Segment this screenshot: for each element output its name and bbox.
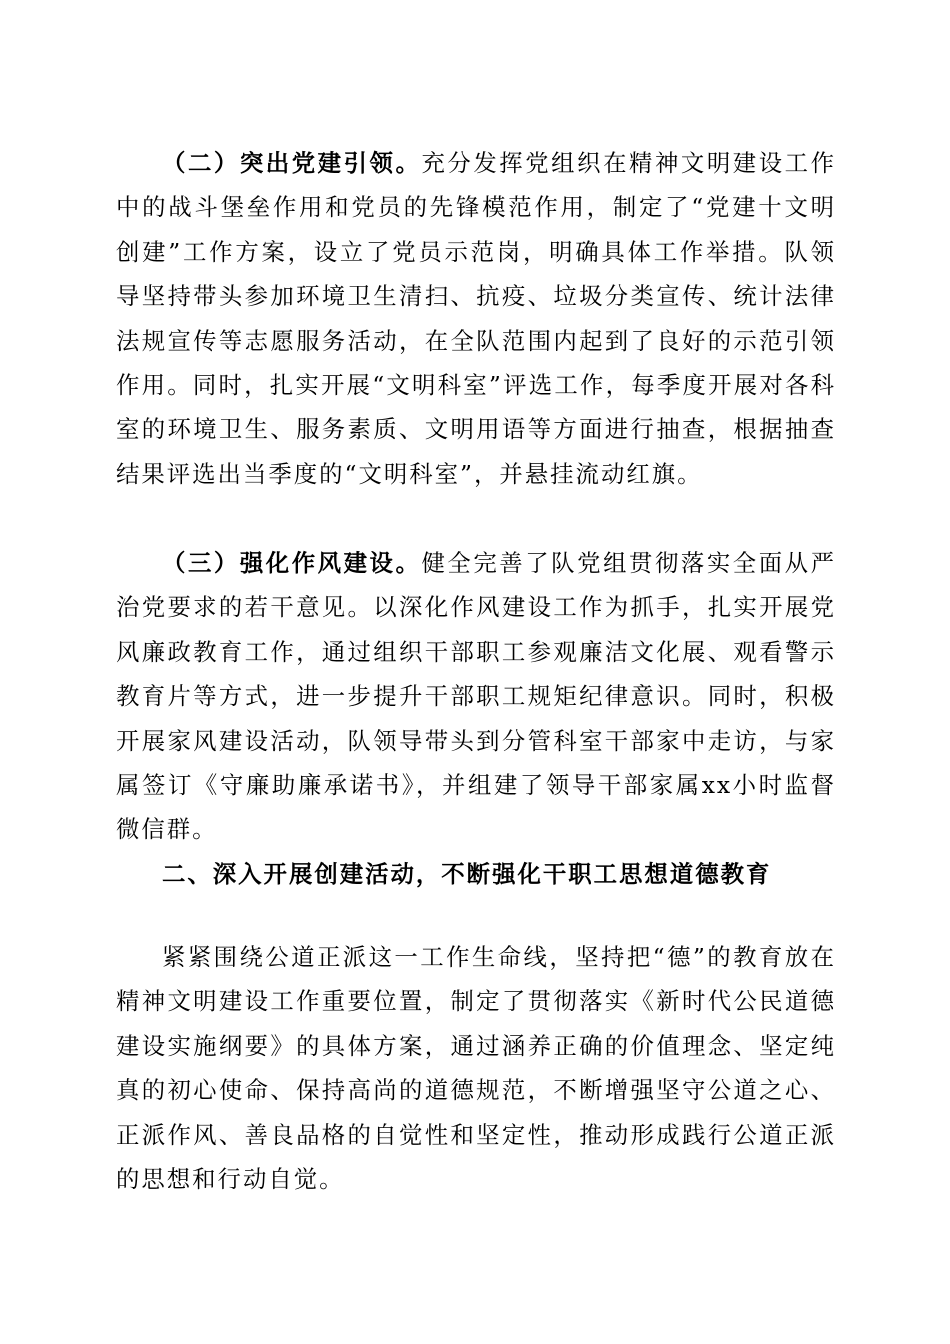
section-3-body: 健全完善了队党组贯彻落实全面从严治党要求的若干意见。以深化作风建设工作为抓手，扎实开展党风廉政教育工作，通过组织干部职工参观廉洁文化展、观看警示教育片等方式，进一步提升干部职工规矩纪律意识。同时，积极开展家风建设活动，队领导带头到分管科室干部家中走访，与家属签订《守廉助廉承诺书》，并组建了领导干部家属xx小时监督微信群。 <box>116 549 837 844</box>
paragraph-section-3 <box>116 541 836 852</box>
section-2-body: 充分发挥党组织在精神文明建设工作中的战斗堡垒作用和党员的先锋模范作用，制定了“党建十文明创建”工作方案，设立了党员示范岗，明确具体工作举措。队领导坚持带头参加环境卫生清扫、抗疫、垃圾分类宣传、统计法律法规宣传等志愿服务活动，在全队范围内起到了良好的示范引领作用。同时，扎实开展“文明科室”评选工作，每季度开展对各科室的环境卫生、服务素质、文明用语等方面进行抽查，根据抽查结果评选出当季度的“文明科室”，并悬挂流动红旗。 <box>116 149 837 488</box>
paragraph-section-2 <box>116 141 836 496</box>
paragraph-part-2-body: 紧紧围绕公道正派这一工作生命线，坚持把“德”的教育放在精神文明建设工作重要位置，制定了贯彻落实《新时代公民道德建设实施纲要》的具体方案，通过涵养正确的价值理念、坚定纯真的初心使命、保持高尚的道德规范，不断增强坚守公道之心、正派作风、善良品格的自觉性和坚定性，推动形成践行公道正派的思想和行动自觉。 <box>116 943 836 1194</box>
section-3-lead: （三）强化作风建设。 <box>162 549 422 577</box>
section-2-lead: （二）突出党建引领。 <box>162 149 422 177</box>
heading-part-2: 二、深入开展创建活动，不断强化干职工思想道德教育 <box>162 860 772 888</box>
